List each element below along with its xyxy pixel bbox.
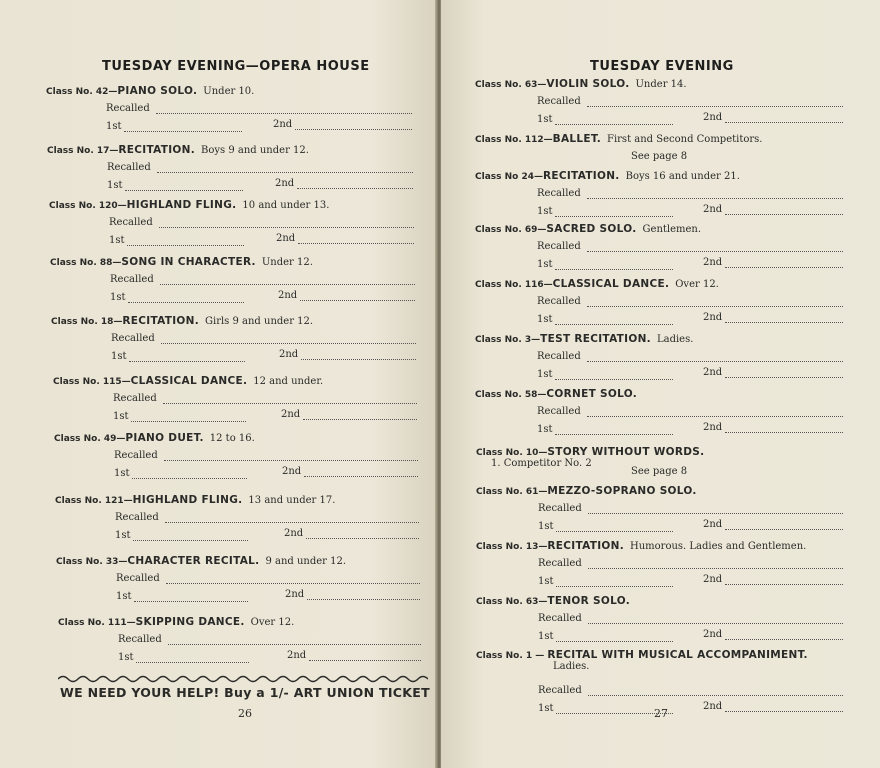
class-number: Class No. 49— (54, 434, 126, 444)
first-place-line (555, 124, 673, 125)
page-number: 26 (238, 707, 252, 720)
class-entry-heading (50, 256, 313, 268)
class-extra-note: 1. Competitor No. 2 (491, 458, 592, 469)
recalled-label: Recalled (537, 351, 581, 362)
first-place-label: 1st (537, 314, 553, 325)
first-place-label: 1st (106, 121, 122, 132)
class-entry-heading (476, 446, 710, 458)
class-description: Over 12. (675, 279, 719, 290)
first-place-line (555, 269, 673, 270)
class-title: MEZZO-SOPRANO SOLO. (547, 485, 697, 497)
first-place-label: 1st (113, 411, 129, 422)
second-place-line (725, 214, 843, 215)
class-number: Class No. 116— (475, 280, 553, 290)
second-place-label: 2nd (281, 409, 301, 420)
class-title: CLASSICAL DANCE. (130, 375, 248, 387)
second-place-line (298, 243, 414, 244)
class-description: Under 12. (261, 257, 313, 268)
class-entry-heading (476, 485, 703, 497)
second-place-line (725, 529, 843, 530)
first-place-label: 1st (107, 180, 123, 191)
class-description: 12 and under. (253, 376, 324, 387)
class-title: BALLET. (552, 133, 602, 145)
class-entry-heading (475, 170, 740, 182)
first-place-line (555, 379, 673, 380)
class-number: Class No. 88— (50, 258, 122, 268)
recalled-label: Recalled (115, 512, 159, 523)
recalled-label: Recalled (538, 613, 582, 624)
recalled-line (587, 361, 843, 362)
page-title: TUESDAY EVENING (590, 59, 734, 74)
second-place-line (309, 660, 421, 661)
first-place-label: 1st (537, 206, 553, 217)
class-entry-heading (475, 388, 643, 400)
class-entry-heading (47, 144, 309, 156)
first-place-line (125, 190, 243, 191)
first-place-label: 1st (115, 530, 131, 541)
class-title: RECITATION. (542, 170, 620, 182)
recalled-label: Recalled (537, 296, 581, 307)
class-title: CLASSICAL DANCE. (552, 278, 670, 290)
class-title: RECITAL WITH MUSICAL ACCOMPANIMENT. (547, 649, 808, 661)
second-place-label: 2nd (703, 701, 723, 712)
first-place-line (134, 601, 248, 602)
first-place-line (128, 302, 244, 303)
art-union-banner: WE NEED YOUR HELP! Buy a 1/- ART UNION TICKET (60, 685, 430, 700)
page-title: TUESDAY EVENING—OPERA HOUSE (102, 59, 370, 74)
class-title: SACRED SOLO. (546, 223, 637, 235)
recalled-label: Recalled (118, 634, 162, 645)
class-number: Class No. 42— (46, 87, 118, 97)
class-title: HIGHLAND FLING. (132, 494, 243, 506)
first-place-line (131, 421, 246, 422)
class-description: Boys 9 and under 12. (201, 145, 309, 156)
recalled-label: Recalled (110, 274, 154, 285)
recalled-label: Recalled (538, 685, 582, 696)
second-place-line (725, 584, 843, 585)
second-place-line (306, 538, 419, 539)
page-number: 27 (654, 707, 668, 720)
second-place-label: 2nd (278, 290, 298, 301)
recalled-line (164, 460, 418, 461)
recalled-label: Recalled (114, 450, 158, 461)
recalled-line (588, 513, 843, 514)
second-place-label: 2nd (285, 589, 305, 600)
class-description: Humorous. Ladies and Gentlemen. (630, 541, 807, 552)
second-place-line (303, 419, 417, 420)
recalled-label: Recalled (107, 162, 151, 173)
recalled-label: Recalled (537, 96, 581, 107)
first-place-label: 1st (537, 424, 553, 435)
first-place-label: 1st (537, 259, 553, 270)
class-entry-heading (53, 375, 323, 387)
first-place-label: 1st (114, 468, 130, 479)
class-entry-heading (475, 333, 693, 345)
class-description: First and Second Competitors. (607, 134, 763, 145)
class-entry-heading (476, 649, 814, 661)
first-place-label: 1st (109, 235, 125, 246)
second-place-label: 2nd (703, 519, 723, 530)
second-place-line (297, 188, 413, 189)
class-title: RECITATION. (547, 540, 625, 552)
class-entry-heading (49, 199, 329, 211)
class-title: RECITATION. (122, 315, 200, 327)
recalled-line (156, 113, 412, 114)
recalled-line (587, 198, 843, 199)
class-entry-heading (46, 85, 254, 97)
first-place-line (133, 540, 248, 541)
recalled-line (168, 644, 421, 645)
second-place-label: 2nd (284, 528, 304, 539)
recalled-label: Recalled (116, 573, 160, 584)
first-place-line (556, 531, 673, 532)
second-place-line (725, 639, 843, 640)
first-place-line (555, 434, 673, 435)
left-page (0, 0, 437, 768)
class-entry-heading (476, 540, 806, 552)
recalled-line (165, 522, 419, 523)
class-number: Class No. 3— (475, 335, 541, 345)
second-place-line (307, 599, 420, 600)
recalled-line (157, 172, 413, 173)
second-place-label: 2nd (703, 312, 723, 323)
class-number: Class No. 13— (476, 542, 548, 552)
decorative-divider (58, 674, 428, 684)
see-page-note: See page 8 (631, 466, 688, 477)
second-place-line (301, 359, 416, 360)
second-place-label: 2nd (287, 650, 307, 661)
second-place-line (725, 322, 843, 323)
class-number: Class No. 121— (55, 496, 133, 506)
class-description: Under 10. (203, 86, 255, 97)
recalled-line (588, 623, 843, 624)
class-title: CORNET SOLO. (546, 388, 637, 400)
class-title: SKIPPING DANCE. (135, 616, 245, 628)
first-place-label: 1st (110, 292, 126, 303)
class-number: Class No. 33— (56, 557, 128, 567)
class-title: CHARACTER RECITAL. (127, 555, 260, 567)
first-place-label: 1st (538, 631, 554, 642)
recalled-label: Recalled (113, 393, 157, 404)
second-place-label: 2nd (703, 257, 723, 268)
second-place-line (725, 432, 843, 433)
class-title: VIOLIN SOLO. (546, 78, 630, 90)
class-description: 10 and under 13. (242, 200, 330, 211)
first-place-line (556, 586, 673, 587)
class-extra-note: Ladies. (553, 661, 590, 672)
class-number: Class No. 10— (476, 448, 548, 458)
first-place-line (555, 324, 673, 325)
class-entry-heading (54, 432, 255, 444)
class-description: Under 14. (635, 79, 687, 90)
class-entry-heading (51, 315, 313, 327)
class-title: STORY WITHOUT WORDS. (547, 446, 705, 458)
first-place-label: 1st (116, 591, 132, 602)
first-place-line (136, 662, 249, 663)
first-place-line (129, 361, 245, 362)
first-place-label: 1st (538, 576, 554, 587)
first-place-label: 1st (538, 521, 554, 532)
first-place-line (555, 216, 673, 217)
class-title: PIANO SOLO. (117, 85, 198, 97)
recalled-label: Recalled (537, 188, 581, 199)
recalled-line (159, 227, 414, 228)
second-place-line (304, 476, 418, 477)
class-number: Class No. 17— (47, 146, 119, 156)
class-number: Class No. 18— (51, 317, 123, 327)
second-place-line (295, 129, 412, 130)
second-place-label: 2nd (276, 233, 296, 244)
second-place-line (725, 377, 843, 378)
class-number: Class No. 58— (475, 390, 547, 400)
class-entry-heading (475, 278, 719, 290)
class-description: 9 and under 12. (265, 556, 347, 567)
recalled-label: Recalled (537, 406, 581, 417)
first-place-line (124, 131, 242, 132)
class-description: Ladies. (656, 334, 694, 345)
second-place-label: 2nd (279, 349, 299, 360)
first-place-line (132, 478, 247, 479)
class-title: TEST RECITATION. (540, 333, 651, 345)
class-description: Boys 16 and under 21. (625, 171, 740, 182)
class-number: Class No. 63— (475, 80, 547, 90)
recalled-label: Recalled (111, 333, 155, 344)
class-title: SONG IN CHARACTER. (121, 256, 256, 268)
class-number: Class No. 63— (476, 597, 548, 607)
first-place-line (556, 641, 673, 642)
recalled-line (588, 695, 843, 696)
recalled-line (588, 568, 843, 569)
class-description: Over 12. (250, 617, 295, 628)
see-page-note: See page 8 (631, 151, 688, 162)
class-title: TENOR SOLO. (547, 595, 630, 607)
recalled-label: Recalled (538, 503, 582, 514)
class-entry-heading (55, 494, 335, 506)
recalled-line (587, 416, 843, 417)
second-place-line (300, 300, 415, 301)
class-entry-heading (58, 616, 294, 628)
class-description: 13 and under 17. (248, 495, 336, 506)
recalled-label: Recalled (537, 241, 581, 252)
first-place-label: 1st (111, 351, 127, 362)
first-place-line (127, 245, 244, 246)
class-entry-heading (475, 78, 687, 90)
recalled-line (587, 306, 843, 307)
recalled-label: Recalled (538, 558, 582, 569)
first-place-label: 1st (538, 703, 554, 714)
second-place-label: 2nd (273, 119, 293, 130)
class-title: HIGHLAND FLING. (126, 199, 237, 211)
class-number: Class No 24— (475, 172, 543, 182)
first-place-label: 1st (118, 652, 134, 663)
recalled-line (166, 583, 420, 584)
class-title: PIANO DUET. (125, 432, 204, 444)
first-place-label: 1st (537, 114, 553, 125)
class-number: Class No. 112— (475, 135, 553, 145)
class-entry-heading (56, 555, 346, 567)
second-place-label: 2nd (703, 422, 723, 433)
class-number: Class No. 111— (58, 618, 136, 628)
second-place-label: 2nd (703, 112, 723, 123)
recalled-line (160, 284, 415, 285)
class-number: Class No. 61— (476, 487, 548, 497)
second-place-line (725, 122, 843, 123)
class-number: Class No. 120— (49, 201, 127, 211)
recalled-line (161, 343, 416, 344)
class-entry-heading (476, 595, 636, 607)
second-place-label: 2nd (703, 574, 723, 585)
recalled-line (587, 106, 843, 107)
class-description: 12 to 16. (209, 433, 255, 444)
class-description: Girls 9 and under 12. (205, 316, 314, 327)
class-entry-heading (475, 223, 701, 235)
second-place-label: 2nd (282, 466, 302, 477)
class-number: Class No. 1 — (476, 651, 548, 661)
class-title: RECITATION. (118, 144, 196, 156)
recalled-line (587, 251, 843, 252)
class-number: Class No. 69— (475, 225, 547, 235)
second-place-line (725, 711, 843, 712)
second-place-label: 2nd (703, 367, 723, 378)
right-page (441, 0, 880, 768)
second-place-label: 2nd (703, 204, 723, 215)
recalled-label: Recalled (106, 103, 150, 114)
second-place-label: 2nd (275, 178, 295, 189)
class-number: Class No. 115— (53, 377, 131, 387)
recalled-line (163, 403, 417, 404)
class-description: Gentlemen. (642, 224, 702, 235)
class-entry-heading (475, 133, 762, 145)
second-place-line (725, 267, 843, 268)
recalled-label: Recalled (109, 217, 153, 228)
first-place-label: 1st (537, 369, 553, 380)
second-place-label: 2nd (703, 629, 723, 640)
